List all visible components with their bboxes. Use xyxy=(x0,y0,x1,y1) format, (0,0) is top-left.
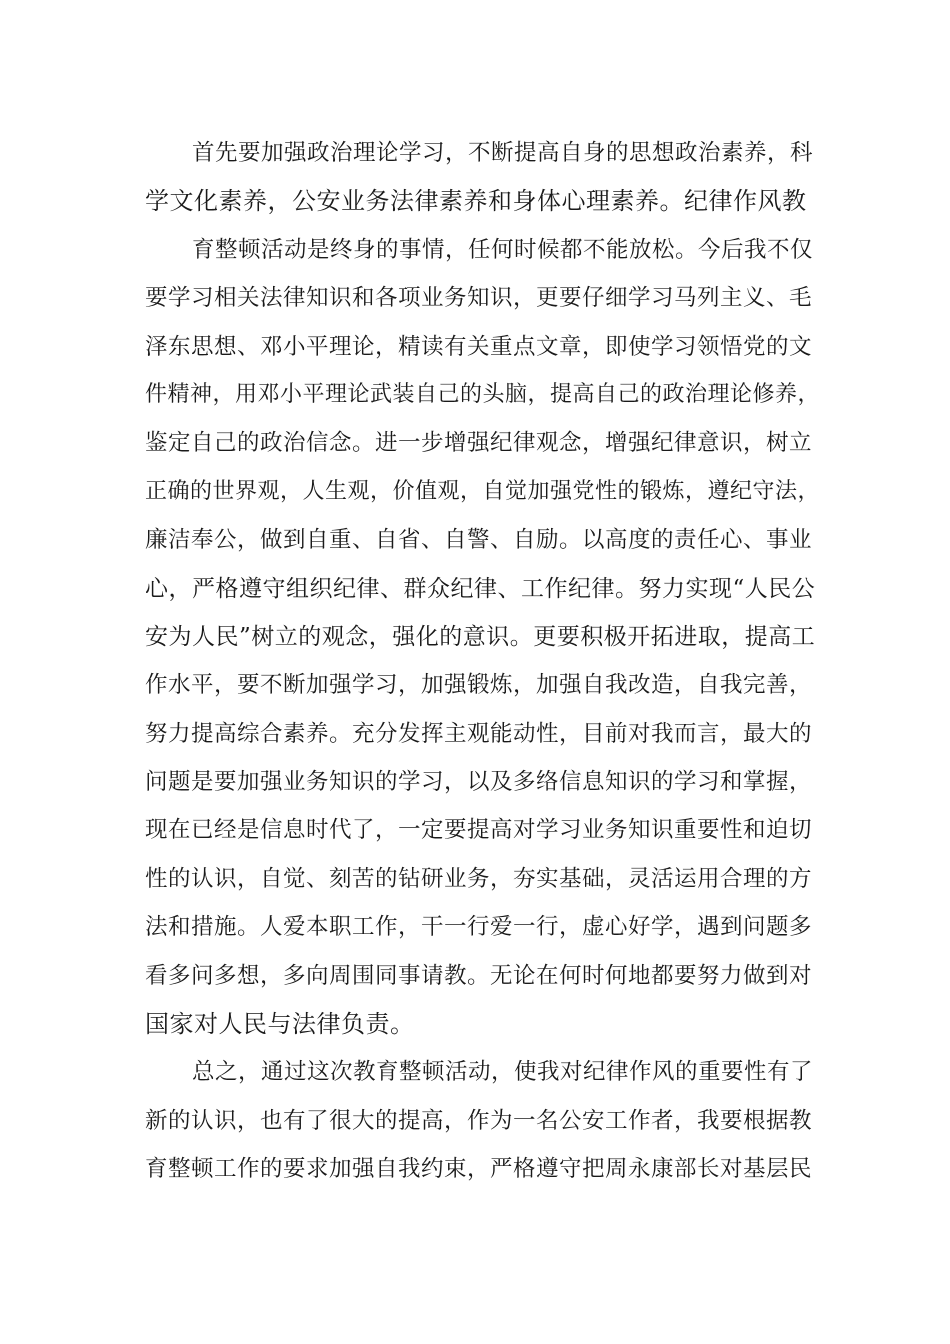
text-line: 学文化素养，公安业务法律素养和身体心理素养。纪律作风教 xyxy=(145,187,807,216)
text-line: 问题是要加强业务知识的学习，以及多络信息知识的学习和掌握， xyxy=(145,769,813,796)
text-line: 法和措施。人爱本职工作，干一行爱一行，虚心好学，遇到问题多 xyxy=(145,914,813,941)
text-line: 首先要加强政治理论学习，不断提高自身的思想政治素养，科 xyxy=(192,140,814,166)
text-line: 鉴定自己的政治信念。进一步增强纪律观念，增强纪律意识，树立 xyxy=(145,430,813,457)
text-line: 看多问多想，多向周围同事请教。无论在何时何地都要努力做到对 xyxy=(145,962,813,989)
text-line: 廉洁奉公，做到自重、自省、自警、自励。以高度的责任心、事业 xyxy=(145,527,813,554)
text-line: 正确的世界观，人生观，价值观，自觉加强党性的锻炼，遵纪守法， xyxy=(145,478,821,504)
text-line: 要学习相关法律知识和各项业务知识，更要仔细学习马列主义、毛 xyxy=(145,285,813,312)
text-line: 安为人民”树立的观念，强化的意识。更要积极开拓进取，提高工 xyxy=(145,623,816,650)
text-line: 育整顿活动是终身的事情，任何时候都不能放松。今后我不仅 xyxy=(192,236,814,263)
text-line: 件精神，用邓小平理论武装自己的头脑，提高自己的政治理论修养， xyxy=(145,381,821,407)
text-line: 心，严格遵守组织纪律、群众纪律、工作纪律。努力实现“人民公 xyxy=(145,575,816,602)
text-line: 作水平，要不断加强学习，加强锻炼，加强自我改造，自我完善， xyxy=(145,672,813,699)
text-line: 努力提高综合素养。充分发挥主观能动性，目前对我而言，最大的 xyxy=(145,720,813,747)
document-body xyxy=(145,129,825,1194)
text-line: 泽东思想、邓小平理论，精读有关重点文章，即使学习领悟党的文 xyxy=(145,333,813,360)
text-line: 现在已经是信息时代了，一定要提高对学习业务知识重要性和迫切 xyxy=(145,817,813,844)
text-line: 国家对人民与法律负责。 xyxy=(145,1010,415,1039)
text-line: 性的认识，自觉、刻苦的钻研业务，夯实基础，灵活运用合理的方 xyxy=(145,865,813,892)
text-line: 育整顿工作的要求加强自我约束，严格遵守把周永康部长对基层民 xyxy=(145,1156,813,1183)
text-line: 总之，通过这次教育整顿活动，使我对纪律作风的重要性有了 xyxy=(192,1059,814,1086)
text-line: 新的认识，也有了很大的提高，作为一名公安工作者，我要根据教 xyxy=(145,1107,813,1134)
